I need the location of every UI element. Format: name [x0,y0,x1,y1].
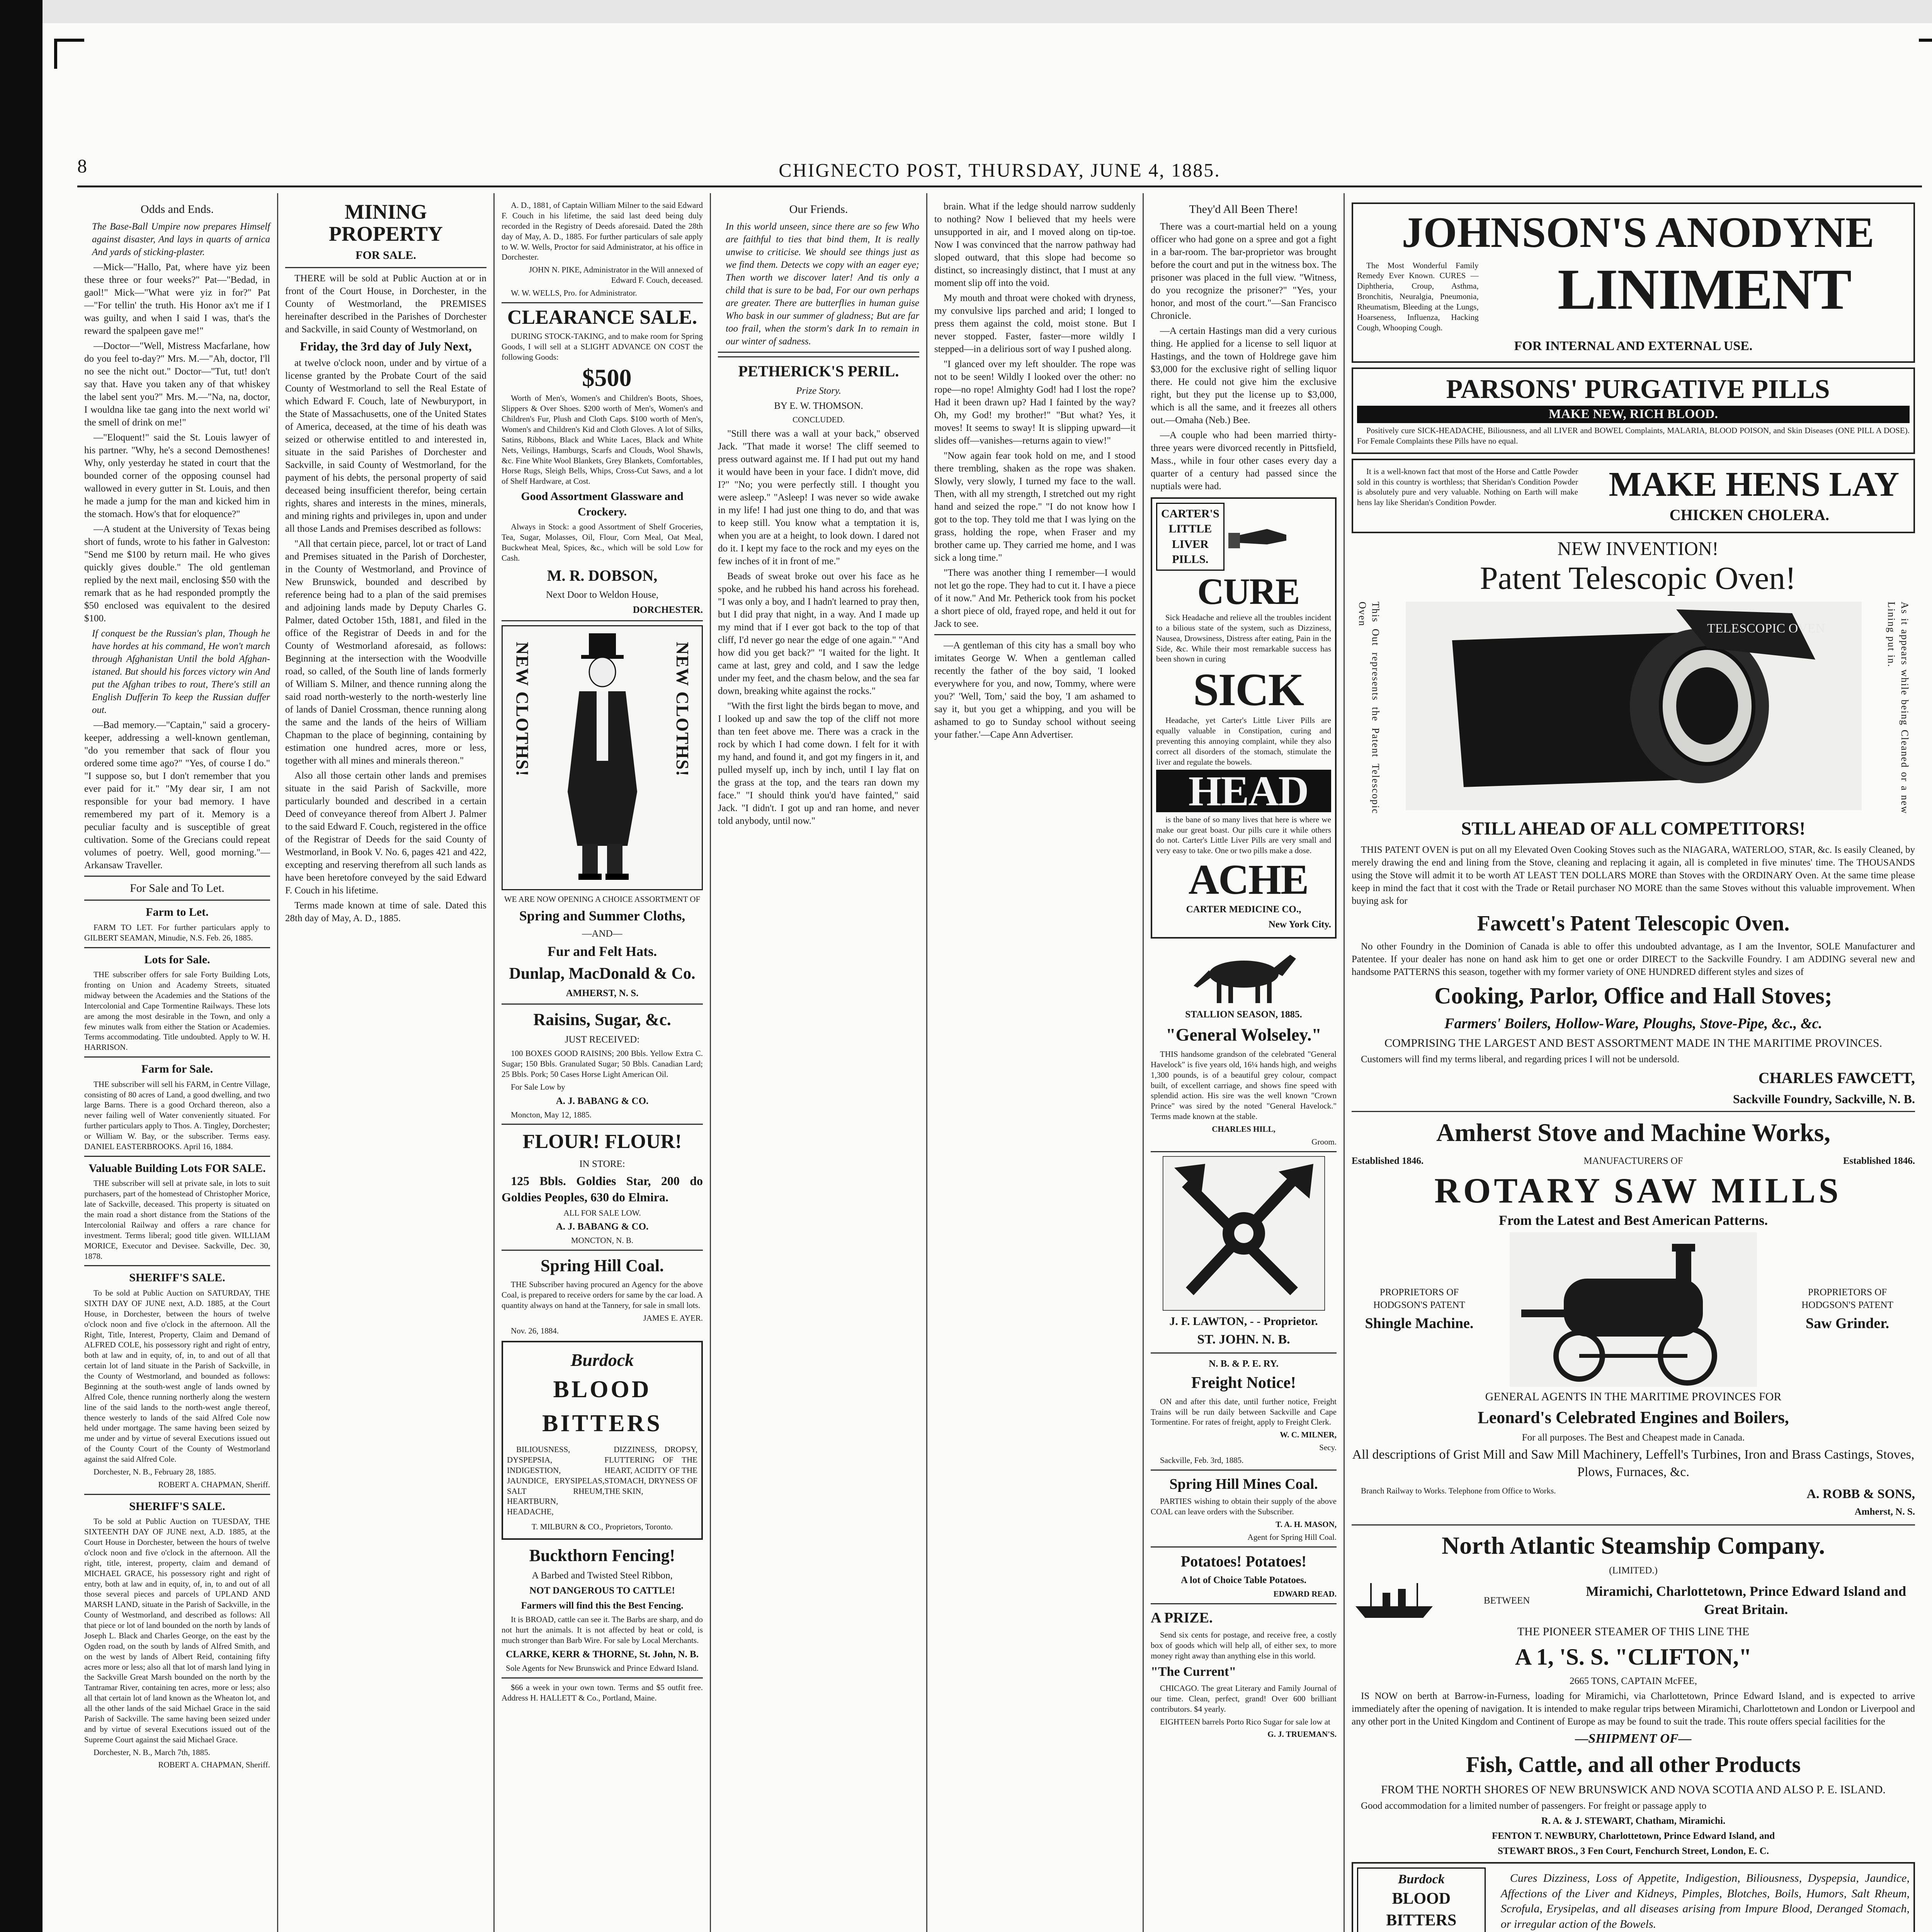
ad-headline: MAKE HENS LAY [1609,465,1900,503]
ad-headline: PARSONS' PURGATIVE PILLS [1446,374,1830,404]
ad-title: Lots for Sale. [144,953,210,966]
story-text: "Still there was a wall at your back," observed Jack. "That made it worse! The cliff seemed to press outward against me. If I had put out my hand it would have been in your face. I didn't move, did I?" "No; you were perfectly still. I thought you were asleep." "Asleep! I was never so wide awake in my life! I had just one thing to do, and that was to keep still. You know what a temptation it is, when you are at a height, to look down. I dared not do it. I kept my face to the rock and my eyes on the few inches of it in front of me." [718,429,919,567]
ad-title: Spring Hill Mines Coal. [1169,1476,1318,1492]
ad-title: Spring and Summer Cloths, [519,908,685,923]
merchant-name: M. R. DOBSON, [547,566,658,584]
column-1 [77,193,278,1932]
sheridan-ad [1352,459,1915,533]
ad-body: THE subscriber offers for sale Forty Building Lots, fronting on Union and Academy Streets, situated midway between the Academies and the Stations of the Intercolonial and Cape Tormentine Railways. These lots are among the most desirable in the Town, and only a few minutes walk from either the Station or Academies. Terms accommodating. Title undoubted. Apply to W. H. HARRISON. [84,970,270,1052]
ad-title: FLOUR! FLOUR! [522,1131,682,1153]
ad-body: BILIOUSNESS, DYSPEPSIA, INDIGESTION, JAUNDICE, ERYSIPELAS, SALT RHEUM, HEARTBURN, HEADACHE, [507,1445,605,1517]
ad-headline: A 1, 'S. S. "CLIFTON," [1515,1644,1752,1670]
ad-title: CARTER'S [1161,507,1219,520]
item-title: They'd All Been There! [1189,203,1298,216]
ad-body: FROM THE NORTH SHORES OF NEW BRUNSWICK AND NOVA SCOTIA AND ALSO P. E. ISLAND. [1381,1783,1886,1796]
page-number: 8 [77,155,88,177]
merchant-town: DORCHESTER. [633,604,703,615]
ad-title: Burdock [570,1350,634,1370]
ad-title: BLOOD [1392,1890,1451,1908]
crop-mark [1919,39,1932,69]
scan-border [0,0,43,1932]
anecdote: —Mick—"Hallo, Pat, where have yiz been these three or four weeks?" Pat—"Bedad, in gaol!" Mick—"What were yiz in for?" Pat—"For tellin' the truth. His Honor ax't me if I was guilty, and when I said I was, that's the reward the spalpeen gave me!" [84,262,270,336]
ad-headline: NEW INVENTION! [1557,537,1719,560]
ad-title: Good Assortment Glassware and Crockery. [521,490,684,518]
banner-text: NEW CLOTHS! [512,641,532,777]
ad-title: SHERIFF'S SALE. [129,1271,225,1284]
ad-title: BLOOD [553,1376,651,1403]
ad-row [1352,1579,1915,1622]
ad-subtitle: CHICKEN CHOLERA. [1669,506,1829,524]
ad-title: Buckthorn Fencing! [529,1546,675,1565]
story-text: brain. What if the ledge should narrow suddenly to nothing? Now I believed that my heels were unsupported in air, and I moved along on tip-toe. Now I was convinced that the narrow pathway had sloped outward, that this slope had become so distinct, so increasingly distinct, that I must at any moment slip off into the void. [934,201,1136,288]
poem-title: Our Friends. [789,203,848,216]
ad-row [1352,1152,1915,1170]
ad-body: ON and after this date, until further notice, Freight Trains will be run daily between Sackville and Cape Tormentine. For rates of freight, apply to Freight Clerk. [1151,1396,1337,1427]
ad-title: BITTERS [542,1410,662,1437]
anecdote: —A couple who had been married thirty-three years were divorced recently in Pittsfield, Mass., while in four other cases every day a quarter of a century had passed since the nuptials were had. [1151,430,1337,492]
column-7-advertisements [1345,193,1922,1932]
ad-title: N. B. & P. E. RY. [1209,1359,1279,1369]
ad-body: DIZZINESS, DROPSY, FLUTTERING OF THE HEART, ACIDITY OF THE STOMACH, DRYNESS OF THE SKIN, [604,1445,697,1496]
ad-body: PARTIES wishing to obtain their supply of the above COAL can leave orders with the Subscriber. [1151,1497,1337,1516]
ad-body: PROPRIETORS OF HODGSON'S PATENT [1801,1287,1893,1310]
ad-body: Sole Agents for New Brunswick and Prince Edward Island. [506,1663,699,1673]
ad-body: ALL FOR SALE LOW. [563,1208,641,1218]
ad-body: EIGHTEEN barrels Porto Rico Sugar for sale low at [1160,1717,1330,1726]
ad-signature: Agent for Spring Hill Coal. [1247,1532,1337,1542]
merchant-town: Sackville Foundry, Sackville, N. B. [1733,1092,1915,1106]
oven-illustration-area [1352,598,1915,814]
carters-ad [1151,497,1337,939]
merchant-name: A. J. BABANG & CO. [556,1095,649,1106]
masthead [77,155,1922,187]
ad-headline: Patent Telescopic Oven! [1480,560,1796,597]
ad-headline: Leonard's Celebrated Engines and Boilers, [1478,1408,1789,1427]
ad-body: DURING STOCK-TAKING, and to make room for Spring Goods, I will sell at a SLIGHT ADVANCE ON COST the following Goods: [502,332,703,362]
story-text: "With the first light the birds began to move, and I looked up and saw the top of the cliff not more than ten feet above me. There was a crack in the rock by which I had come down. I felt for it with my hand, and found it, and got my fingers in it, and pulled myself up, inch by inch, until I lay flat on the grass at the top, and the tears ran down my face." "I should think you'd have fainted," said Jack. "I didn't. I got up and ran home, and never told anybody, until now." [718,701,919,827]
ad-signature: G. J. TRUEMAN'S. [1267,1730,1337,1739]
ad-title: "The Current" [1151,1665,1236,1679]
gentleman-figure [544,629,660,884]
ad-body: The Most Wonderful Family Remedy Ever Known. CURES — Diphtheria, Croup, Asthma, Bronchitis, Neuralgia, Pneumonia, Rheumatism, Bleeding at the Lungs, Hoarseness, Influenza, Hacking Cough, Whooping Cough. [1357,260,1479,332]
ad-body: Cures Dizziness, Loss of Appetite, Indigestion, Biliousness, Dyspepsia, Jaundice, Affections of the Liver and Kidneys, Pimples, Blotches, Boils, Humors, Salt Rheum, Scrofula, Erysipelas, and all diseases arising from Impure Blood, Deranged Stomach, or irregular action of the Bowels. [1500,1871,1910,1930]
ad-signature: Secy. [1319,1443,1337,1452]
merchant-name: CHARLES FAWCETT, [1758,1069,1915,1087]
ad-signature: JAMES E. AYER. [643,1313,703,1323]
ad-body: JUST RECEIVED: [565,1034,640,1045]
notice-body: Also all those certain other lands and premises situate in the said Parish of Sackville, more particularly bounded and described in a certain Deed of conveyance thereof from Albert J. Palmer to the said Edward F. Couch, registered in the office of the Registrar of Deeds for the said County of Westmorland, in Book V. No. 6, pages 421 and 422, excepting and reserving therefrom all such lands as have been heretofore conveyed by the said Edward F. Couch in his lifetime. [285,770,486,896]
story-text: "I glanced over my left shoulder. The rope was not to be seen! Wildly I looked over the other: no rope—no rope! Almighty God! had I lost the rope? Had it been drawn up? Had I fainted by the way? Oh, my God! my brother!" "But what? Yes, it moves! It seems to sway! It is slipping upward—it slides off—vanishes—returns again to view!" [934,359,1136,446]
ad-body: All descriptions of Grist Mill and Saw Mill Machinery, Leffell's Turbines, Iron and Brass Castings, Stoves, Plows, Furnaces, &c. [1352,1447,1915,1480]
merchant-town: Amherst, N. S. [1854,1506,1915,1517]
steamship-icon [1352,1579,1437,1622]
verse: The Base-Ball Umpire now prepares Himself against disaster, And lays in quarts of arnica And yards of sticking-plaster. [92,221,270,257]
ad-body: Good accommodation for a limited number of passengers. For freight or passage apply to [1361,1801,1707,1811]
ad-body: COMPRISING THE LARGEST AND BEST ASSORTMENT MADE IN THE MARITIME PROVINCES. [1384,1036,1883,1049]
ad-title: Farm for Sale. [141,1063,213,1076]
ad-row [1352,1483,1915,1520]
divider [84,947,270,948]
ad-body: No other Foundry in the Dominion of Canada is able to offer this undoubted advantage, as I am the Inventor, SOLE Manufacturer and Patentee. If your dealer has none on hand ask him to get one or order DIRECT to the Sackville Foundry. I am ADDING several new and handsome PATTERNS this season, together with my former variety of ONE HUNDRED different styles and sizes of [1352,941,1915,978]
column-2 [278,193,495,1932]
ad-signature: W. C. MILNER, [1280,1430,1337,1440]
odds-title: Odds and Ends. [140,203,214,216]
column-5 [927,193,1144,1932]
verse: If conquest be the Russian's plan, Though he have hordes at his command, He won't march through Afghanistan Until the bold Afghan-istaned. But should his forces victory win And put the Afghan tribes to rout, There's still an English Dufferin To keep the Russian duffer out. [92,628,270,715]
divider [84,876,270,877]
divider [1151,1352,1337,1354]
ad-title: "General Wolseley." [1166,1025,1321,1045]
anecdote: —A certain Hastings man did a very curious thing. He applied for a license to sell liquor at Hastings, and the town of Holdrege gave him $3,000 for the exclusive right of selling liquor there. He could not give him the exclusive right, but they put the license up to $3,000, which is all the same, and it freezes all others out.—Omaha (Neb.) Bee. [1151,325,1337,425]
anecdote: —"Eloquent!" said the St. Louis lawyer of his partner. "Why, he's a second Demosthenes! Why, only yesterday he stated in court that the bounded corner of the opposing counsel had wallowed in every gutter in St. Louis, and then he made a jump for the man and kicked him in the stomach. How's that for eloquence?" [84,432,270,519]
ad-body: Worth of Men's, Women's and Children's Boots, Shoes, Slippers & Over Shoes. $200 worth of Men's, Women's and Children's Fur, Plush and Cloth Caps. $100 worth of Men's, Women's and Children's Kid and Cloth Gloves. A lot of Silks, Satins, Ribbons, Black and White Laces, Black and White Nets, Veilings, Hamburgs, Scarfs and Clouds, Wool Shawls, &c. Fine White Wool Blankets, Grey Blankets, Comfortables, Horse Rugs, Sleigh Bells, Whips, Cross-Cut Saws, and a lot of Shelf Hardware, at Cost. [502,393,703,486]
ad-date: Moncton, May 12, 1885. [511,1110,592,1119]
merchant-name: A. ROBB & SONS, [1806,1487,1915,1502]
ad-headline: HEAD [1156,770,1331,812]
steam-engine-illustration [1510,1232,1757,1387]
ad-title: Farm to Let. [146,906,209,919]
divider [1151,1469,1337,1471]
merchant-town: MONCTON, N. B. [571,1236,634,1245]
ad-body: Customers will find my terms liberal, and regarding prices I will not be undersold. [1361,1054,1680,1065]
ad-footer: New York City. [1268,919,1331,930]
ad-signature: CHARLES HILL, [1212,1124,1276,1134]
ad-headline: Saw Grinder. [1806,1315,1889,1332]
column-6 [1144,193,1345,1932]
ad-body: 2665 TONS, CAPTAIN McFEE, [1570,1676,1697,1687]
crop-mark [54,39,84,69]
ad-signature: Groom. [1311,1137,1337,1146]
ad-body: STEWART BROS., 3 Fen Court, Fenchurch Street, London, E. C. [1498,1846,1769,1857]
divider [502,1003,703,1005]
notice-signature: JOHN N. PIKE, Administrator in the Will annexed of Edward F. Couch, deceased. [529,265,703,285]
ad-signature: T. A. H. MASON, [1276,1519,1337,1529]
ad-body: Farmers will find this the Best Fencing. [521,1600,684,1611]
ad-footer: CARTER MEDICINE CO., [1186,904,1301,915]
ad-body: THE Subscriber having procured an Agency for the above Coal, is prepared to receive orders for same by the car load. A quantity always on hand at the Tannery, for sale in small lots. [502,1280,703,1310]
ad-headline: LINIMENT [1558,257,1851,321]
anecdote: —A student at the University of Texas being short of funds, wrote to his father in Galveston: "Send me $100 by return mail. He who gives quickly gives double." The old gentleman replied by the next mail, enclosing $50 with the remark that as he had responded promptly the $50 enclosed was equivalent to the desired $100. [84,524,270,624]
ad-headline: Fish, Cattle, and all other Products [1466,1752,1801,1777]
ad-date: Nov. 26, 1884. [511,1326,559,1335]
ad-body: Sick Headache and relieve all the troubles incident to a bilious state of the system, such as Dizziness, Nausea, Drowsiness, Distress after eating, Pain in the Side, &c. While their most remarkable success has been shown in curing [1156,612,1331,664]
story-title: PETHERICK'S PERIL. [738,362,899,380]
ad-body: Always in Stock: a good Assortment of Shelf Groceries, Tea, Sugar, Molasses, Oil, Flour, Corn Meal, Oat Meal, Buckwheat Meal, Spices, &c., which will be sold Low for Cash. [502,522,703,563]
ad-body: CHICAGO. The great Literary and Family Journal of our time. Clean, perfect, grand! Over 600 brilliant contributors. $4 yearly. [1151,1683,1337,1714]
merchant-town: AMHERST, N. S. [566,988,639,998]
ad-body: Established 1846. [1352,1155,1424,1166]
notice-body: "All that certain piece, parcel, lot or tract of Land and Premises situated in the Parish of Dorchester, in the County of Westmorland, and Province of New Brunswick, bounded and described by reference being had to a plan of the said premises and adjoining lands made by Deputy Charles G. Palmer, dated October 15th, 1881, and filed in the office of the Registrar of Deeds in and for the County of Westmorland aforesaid, as follows: Beginning at the intersection with the Woodville road, so called, of the South line of lands formerly of William S. Milner, and thence running along the said road north-westerly to the north-westerly line of lands of Daniel Crossman, thence running along the same and the lands of the heirs of William Chapman to the place of beginning, containing by estimation one hundred acres, more or less, together with all mines and minerals thereon." [285,539,486,766]
ad-body: Positively cure SICK-HEADACHE, Biliousness, and all LIVER and BOWEL Complaints, MALARIA, BLOOD POISON, and Skin Diseases (ONE PILL A DOSE). For Female Complaints these Pills have no equal. [1357,425,1910,446]
story-byline: BY E. W. THOMSON. [774,401,863,412]
horse-illustration [1186,943,1302,1005]
ad-subtitle: (LIMITED.) [1609,1565,1658,1576]
ad-body: Miramichi, Charlottetown, Prince Edward Island and Great Britain. [1586,1583,1906,1617]
burdock-ad [502,1341,703,1540]
clothing-illustration [502,625,703,890]
divider [718,352,919,357]
ad-body: $66 a week in your own town. Terms and $5 outfit free. Address H. HALLETT & Co., Portland, Maine. [502,1682,703,1702]
ad-headline: SICK [1193,664,1304,716]
ad-subtitle: Farmers' Boilers, Hollow-Ware, Ploughs, Stove-Pipe, &c., &c. [1444,1015,1822,1032]
ad-body: MANUFACTURERS OF [1583,1155,1683,1166]
story-note: CONCLUDED. [793,415,845,425]
ad-title: SHERIFF'S SALE. [129,1500,225,1513]
column-3 [495,193,711,1932]
notice-date: Dorchester, N. B., March 7th, 1885. [94,1747,210,1757]
merchant-name: CLARKE, KERR & THORNE, St. John, N. B. [506,1649,699,1660]
divider [1151,1151,1337,1152]
ad-body: THE subscriber will sell at private sale, in lots to suit purchasers, part of the homestead of Christopher Morice, late of Sackville, deceased. This property is situated on the main road a short distance from the Stations of the Intercolonial Railway and offers a rare chance for investment. Terms liberal; good title given. WILLIAM MORICE, Executor and Devisee. Sackville, Dec. 30, 1878. [84,1179,270,1261]
notice-signature: W. W. WELLS, Pro. for Administrator. [511,288,637,298]
caption-text: As it appears while being Cleaned or a new Lining put in. [1886,602,1910,815]
ad-subtitle: FOR INTERNAL AND EXTERNAL USE. [1514,338,1753,353]
divider [502,1677,703,1679]
ad-title: STALLION SEASON, 1885. [1185,1009,1302,1020]
ad-title: Potatoes! Potatoes! [1180,1552,1307,1570]
ad-body: THE PIONEER STEAMER OF THIS LINE THE [1517,1625,1750,1638]
ad-footer: T. MILBURN & CO., Proprietors, Toronto. [531,1522,673,1532]
divider [1352,1524,1915,1526]
merchant-name: Dunlap, MacDonald & Co. [509,964,696,983]
ad-title: Spring Hill Coal. [540,1256,664,1276]
parsons-ad [1352,367,1915,454]
ad-title: LITTLE [1168,522,1212,536]
verse: In this world unseen, since there are so few Who are faithful to ties that bind them, It is really unwise to criticise. We should see things just as we find them. Detects we copy with an eager eye; Then worth we discover later! And tis only a child that is sure to be bad, For our own perhaps are greater. There are butterflies in human guise Who bask in our summer of gladness; But are far too frail, when the storm's dark In to remain in our winter of sadness. [726,221,919,347]
ad-headline: CURE [1197,570,1299,612]
ad-body: 125 Bbls. Goldies Star, 200 do Goldies Peoples, 630 do Elmira. [502,1174,703,1204]
story-text: My mouth and throat were choked with dryness, my convulsive lips parched and arid; I longed to press them against the cold, moist stone. But I never stopped. Faster, faster—more wildly I stepped—in a delirious sort of way I pushed along. [934,293,1136,354]
divider [502,302,703,303]
ad-body: GENERAL AGENTS IN THE MARITIME PROVINCES FOR [1485,1390,1782,1403]
divider [84,1494,270,1495]
mining-title: MINING PROPERTY [328,200,443,245]
oven-label: TELESCOPIC OVEN [1707,621,1825,636]
ad-title: LIVER [1172,537,1209,551]
ad-body: FARM TO LET. For further particulars apply to GILBERT SEAMAN, Minudie, N.S. Feb. 26, 1885. [84,922,270,942]
merchant-name: J. F. LAWTON, - - Proprietor. [1169,1315,1318,1328]
divider [285,267,486,268]
ad-subtitle: From the Latest and Best American Patterns. [1498,1213,1768,1228]
ad-body: For all purposes. The Best and Cheapest made in Canada. [1522,1432,1745,1443]
ad-headline: Amherst Stove and Machine Works, [1436,1119,1830,1147]
ad-headline: ROTARY SAW MILLS [1434,1170,1842,1210]
merchant-town: ST. JOHN. N. B. [1197,1332,1290,1347]
ad-title: Burdock [1398,1872,1445,1887]
ad-body: IS NOW on berth at Barrow-in-Furness, loading for Miramichi, via Charlottetown, Prince Edward Island, and is expected to arrive immediately after the opening of navigation. It is intended to make regular trips between Miramichi, Charlottetown and London or Liverpool and any other port in the United Kingdom and Continent of Europe as may be found to suit the trade. This route offers special facilities for the [1352,1691,1915,1727]
ad-headline: STILL AHEAD OF ALL COMPETITORS! [1461,818,1806,839]
ad-body: is the bane of so many lives that here is where we make our great boast. Our pills cure it while others do not. Carter's Little Liver Pills are very small and very easy to take. One or two pills make a dose. [1156,815,1331,855]
pointing-hand-icon [1228,514,1290,560]
divider [934,634,1136,635]
notice-body: THERE will be sold at Public Auction at or in front of the Court House, in Dorchester, in the County of Westmorland, the PREMISES hereinafter described in the Parishes of Dorchester and Sackville, in said County of Westmorland, on [285,273,486,335]
ad-body: BETWEEN [1483,1595,1530,1606]
ad-headline: North Atlantic Steamship Company. [1441,1531,1825,1559]
divider [502,620,703,621]
anecdote: —A gentleman of this city has a small boy who imitates George W. When a gentleman called recently the father of the boy said, 'I looked everywhere for you, and now, Tommy, where were you?' 'Well, Tom,' said the boy, 'I am ashamed to say it, but you get a whipping, and you will be ashamed to go to Sunday school without seeing your father.'—Cape Ann Advertiser. [934,640,1136,740]
ad-subtitle: —SHIPMENT OF— [1575,1731,1692,1746]
scan-shadow-top [43,0,1932,23]
ad-body: Branch Railway to Works. Telephone from Office to Works. [1361,1486,1556,1496]
ad-title: BITTERS [1386,1911,1457,1929]
burdock-ad [1352,1862,1915,1932]
ad-body: NOT DANGEROUS TO CATTLE! [529,1585,675,1596]
ad-headline: ACHE [1188,856,1308,903]
notice-body: A. D., 1881, of Captain William Milner to the said Edward F. Couch in his lifetime, the said last deed being duly recorded in the Registry of Deeds aforesaid. Dated the 28th day of May, A. D., 1885. For further particulars of sale apply to W. W. Wells, Proctor for said Administrator, at his office in Dorchester. [502,201,703,262]
ad-headline: Cooking, Parlor, Office and Hall Stoves; [1434,983,1832,1009]
ad-body: A Barbed and Twisted Steel Ribbon, [532,1570,673,1581]
notice-body: To be sold at Public Auction on SATURDAY, THE SIXTH DAY OF JUNE next, A.D. 1885, at the Court House, in Dorchester, between the hours of twelve o'clock noon and five o'clock in the afternoon. All the Right, Title, Interest, Property, Claim and Demand of ALFRED COLE, his possessory right and right of entry, both at law and in equity, of, in, to and out of all that certain lot of land situate in the Parish of Sackville, in the County of Westmorland, and bounded as follows: Beginning at the south-west angle of lands owned by Alfred Cole, thence running northerly along the western line of the said lands to the north-west angle thereof, thence westerly to lands of the said Alfred Cole now held under mortgage. The same having been seized by me under and by virtue of several Executions issued out of the County Court of the County of Westmorland against the said Alfred Cole. [84,1288,270,1464]
section-title: For Sale and To Let. [130,881,224,895]
ad-body: THIS handsome grandson of the celebrated "General Havelock" is five years old, 16¼ hands high, and weighs 1,300 pounds, is of a beautiful grey colour, compact built, of excellent carriage, and shows fine speed with splendid action. His sire was the well known "Crown Prince" was sired by the noted "General Havelock." Terms made known at the stable. [1151,1049,1337,1121]
ad-title: PILLS. [1172,553,1209,566]
notice-body: To be sold at Public Auction on TUESDAY, THE SIXTEENTH DAY OF JUNE next, A.D. 1885, at the Court House in Dorchester, between the hours of twelve o'clock noon and five o'clock in the afternoon. All the right, title, interest, property, claim and demand of MICHAEL GRACE, his possessory right and right of entry, both at law and in equity, of, in, to and out of all those several pieces and parcels of UPLAND AND MARSH LAND, situate in the Parish of Sackville, in the County of Westmorland, and described as follows: All that piece or lot of land bounded on the north by lands of Joseph L. Black and Charles George, on the east by the Ogden road, on the south by lands of Alfred Smith, and on the west by lands of Albert Reid, containing fifty acres more or less; also all that lot of marsh land lying in the Sackville Great Marsh bounded on the north by the Tantramar River, containing ten acres, more or less; also all that certain lot of land known as the Wheaton lot, and all the other lands of the said Michael Grace in the said Parish of Sackville. The same having been seized under and by virtue of several Executions issued out of the Supreme Court against the said Michael Grace. [84,1517,270,1744]
story-text: "There was another thing I remember—I would not let go the rope. They had to cut it. I have a piece of it now." And Mr. Petherick took from his pocket a short piece of old, frayed rope, and held it out for Jack to see. [934,568,1136,629]
merchant-name: A. J. BABANG & CO. [556,1221,649,1232]
ad-headline: Shingle Machine. [1365,1315,1474,1332]
sale-date: Friday, the 3rd day of July Next, [300,339,472,353]
divider [84,1265,270,1266]
ad-title: Raisins, Sugar, &c. [533,1010,671,1029]
story-kicker: Prize Story. [796,386,841,396]
ad-body: THE subscriber will sell his FARM, in Centre Village, consisting of 80 acres of Land, a good dwelling, and two large Barns. There is a good Orchard thereon, also a never failing well of Water conveniently situated. For further particulars apply to Thos. A. Tingley, Dorchester; or William W. Bay, or the subscriber. Terms easy. DANIEL EASTERBROOKS. April 16, 1884. [84,1079,270,1151]
story-text: "Now again fear took hold on me, and I stood there trembling, shaken as the rope was shaken. Slowly, very slowly, I turned my face to the wall. Then, with all my strength, I stretched out my right hand and seized the rope." "I do not know how I got to the top. They told me that I was lying on the grass, holding the rope, when Fraser and my brother came up. They carried me home, and I was sick a long time." [934,451,1136,563]
divider [1352,1111,1915,1112]
divider [1151,1603,1337,1604]
ad-body: PROPRIETORS OF HODGSON'S PATENT [1373,1287,1465,1310]
axe-tools-illustration [1163,1156,1325,1311]
ad-body: It is a well-known fact that most of the Horse and Cattle Powder sold in this country is worthless; that Sheridan's Condition Powder is absolutely pure and very valuable. Nothing on Earth will make hens lay like Sheridan's Condition Powder. [1357,466,1578,507]
ad-body: WE ARE NOW OPENING A CHOICE ASSORTMENT OF [504,894,701,904]
notice-date: Dorchester, N. B., February 28, 1885. [94,1467,216,1476]
columns [77,193,1922,1932]
ad-body: —AND— [582,929,622,939]
ad-signature: EDWARD READ. [1273,1589,1337,1599]
notice-body: Terms made known at time of sale. Dated this 28th day of May, A. D., 1885. [285,900,486,924]
ad-title: A PRIZE. [1151,1610,1213,1626]
divider [84,1056,270,1058]
notice-body: at twelve o'clock noon, under and by virtue of a license granted by the Probate Court of the said County of Westmorland to sell the Real Estate of which Edward F. Couch, late of Newburyport, in the State of Massachusetts, one of the United States of America, deceased, at the time of his death was seized or otherwise entitled to and interested in, situate in the said Parishes of Dorchester and Sackville, in said County of Westmorland, for the payment of his debts, the personal property of said deceased being insufficient therefor, being certain rights, shares and interests in the mines, minerals, and mining rights and privileges in, upon and under all those Lands and Premises described as follows: [285,358,486,534]
ad-body: FENTON T. NEWBURY, Charlottetown, Prince Edward Island, and [1492,1831,1775,1842]
anecdote: There was a court-martial held on a young officer who had gone on a spree and got a fight in a bar-room. The bar-proprietor was brought before the court and put in the witness box. The prisoner was placed in the full view. "Witness, do you recognize the prisoner?" "Yes, your honor, and most of the court."—San Francisco Chronicle. [1151,221,1337,321]
ad-body: IN STORE: [579,1159,625,1170]
ad-body: THIS PATENT OVEN is put on all my Elevated Oven Cooking Stoves such as the NIAGARA, WATERLOO, STAR, &c. Is easily Cleaned, by merely drawing the end and lining from the Stove, cleaning and replacing it again, all is completed in five minutes' time. The THOUSANDS using the Stove will admit it to be worth AT LEAST TEN DOLLARS MORE than Stoves with the ORDINARY Oven. At the same time please keep in mind the fact that it cost with the Trade or Retail purchaser NO MORE than the same Stoves without this valuable improvement. When buying ask for [1352,844,1915,906]
ad-body: Headache, yet Carter's Little Liver Pills are equally valuable in Constipation, curing and preventing this annoying complaint, while they also correct all disorders of the stomach, stimulate the liver and regulate the bowels. [1156,716,1331,767]
masthead-title: CHIGNECTO POST, THURSDAY, JUNE 4, 1885. [779,159,1221,181]
ad-body: Established 1846. [1843,1155,1915,1166]
divider [84,1156,270,1157]
mining-subtitle: FOR SALE. [355,249,416,262]
merchant-address: Next Door to Weldon House, [546,589,659,600]
clearance-title: CLEARANCE SALE. [507,306,697,328]
divider [84,900,270,901]
ad-subtitle: MAKE NEW, RICH BLOOD. [1357,406,1910,423]
ad-body: It is BROAD, cattle can see it. The Barbs are sharp, and do not hurt the animals. It is not affected by heat or cold, is much stronger than Barb Wire. For sale by Local Merchants. [502,1615,703,1645]
story-text: Beads of sweat broke out over his face as he spoke, and he rubbed his hand across his forehead. "I was only a boy, and I hadn't learned to pray then, but I did pray that night, in a way. And I made up my mind that if I ever got back to the top of that cliff, I'd never go near the edge of one again." "And how did you get back?" "I waited for the light. It came at last, grey and cold, and I saw the ledge under my feet, and the chasm below, and the sea far down, breaking white against the rocks." [718,571,919,697]
divider [1151,1546,1337,1548]
ad-body: For Sale Low by [511,1082,565,1092]
ad-body: 100 BOXES GOOD RAISINS; 200 Bbls. Yellow Extra C. Sugar; 150 Bbls. Granulated Sugar; 50 Bbls. Canadian Lard; 25 Bbls. Pork; 50 Cases Horse Light American Oil. [502,1049,703,1079]
divider [502,1250,703,1251]
ad-row [1352,1232,1915,1387]
ad-date: Sackville, Feb. 3rd, 1885. [1160,1456,1244,1465]
clearance-amount: $500 [582,364,632,392]
anecdote: —Doctor—"Well, Mistress Macfarlane, how do you feel to-day?" Mrs. M.—"Ah, doctor, I'll no see the nicht out." Doctor—"Tut, tut! don't say that. Have you taken any of that whiskey the label sent you?" Mrs. M.—"Na, na, doctor, I wouldna like tae gang into the next world wi' the smell of drink on me!" [84,340,270,428]
divider [502,1124,703,1125]
johnson-ad [1352,202,1915,363]
ad-headline: JOHNSON'S ANODYNE [1401,209,1874,257]
column-4 [711,193,927,1932]
ad-headline: Fawcett's Patent Telescopic Oven. [1477,911,1790,935]
banner-text: NEW CLOTHS! [673,641,692,777]
ad-title: Fur and Felt Hats. [547,944,657,959]
caption-text: This Out represents the Patent Telescopic Oven [1357,602,1381,815]
anecdote: —Bad memory.—"Captain," said a grocery-keeper, addressing a well-known gentleman, "do you remember that sack of flour you ordered some time ago?" "Yes, of course I do." "I suppose so, but I don't remember that you ever paid for it." "My dear sir, I am not responsible for your bad memory. I have remembered my part of it. Memory is a peculiar faculty and is susceptible of great cultivation. Some of the Grecians could repeat volumes of poetry. Well, good morning."—Arkansaw Traveller. [84,719,270,871]
ad-title: Freight Notice! [1191,1374,1296,1392]
ad-title: Valuable Building Lots FOR SALE. [88,1162,266,1175]
ad-body: A lot of Choice Table Potatoes. [1181,1575,1306,1586]
ad-body: Send six cents for postage, and receive free, a costly box of goods which will help all, of either sex, to more money right away than anything else in this world. [1151,1630,1337,1661]
ad-body: R. A. & J. STEWART, Chatham, Miramichi. [1541,1816,1726,1827]
telescopic-oven-illustration [1406,602,1862,810]
notice-signature: ROBERT A. CHAPMAN, Sheriff. [158,1760,270,1770]
notice-signature: ROBERT A. CHAPMAN, Sheriff. [158,1480,270,1489]
